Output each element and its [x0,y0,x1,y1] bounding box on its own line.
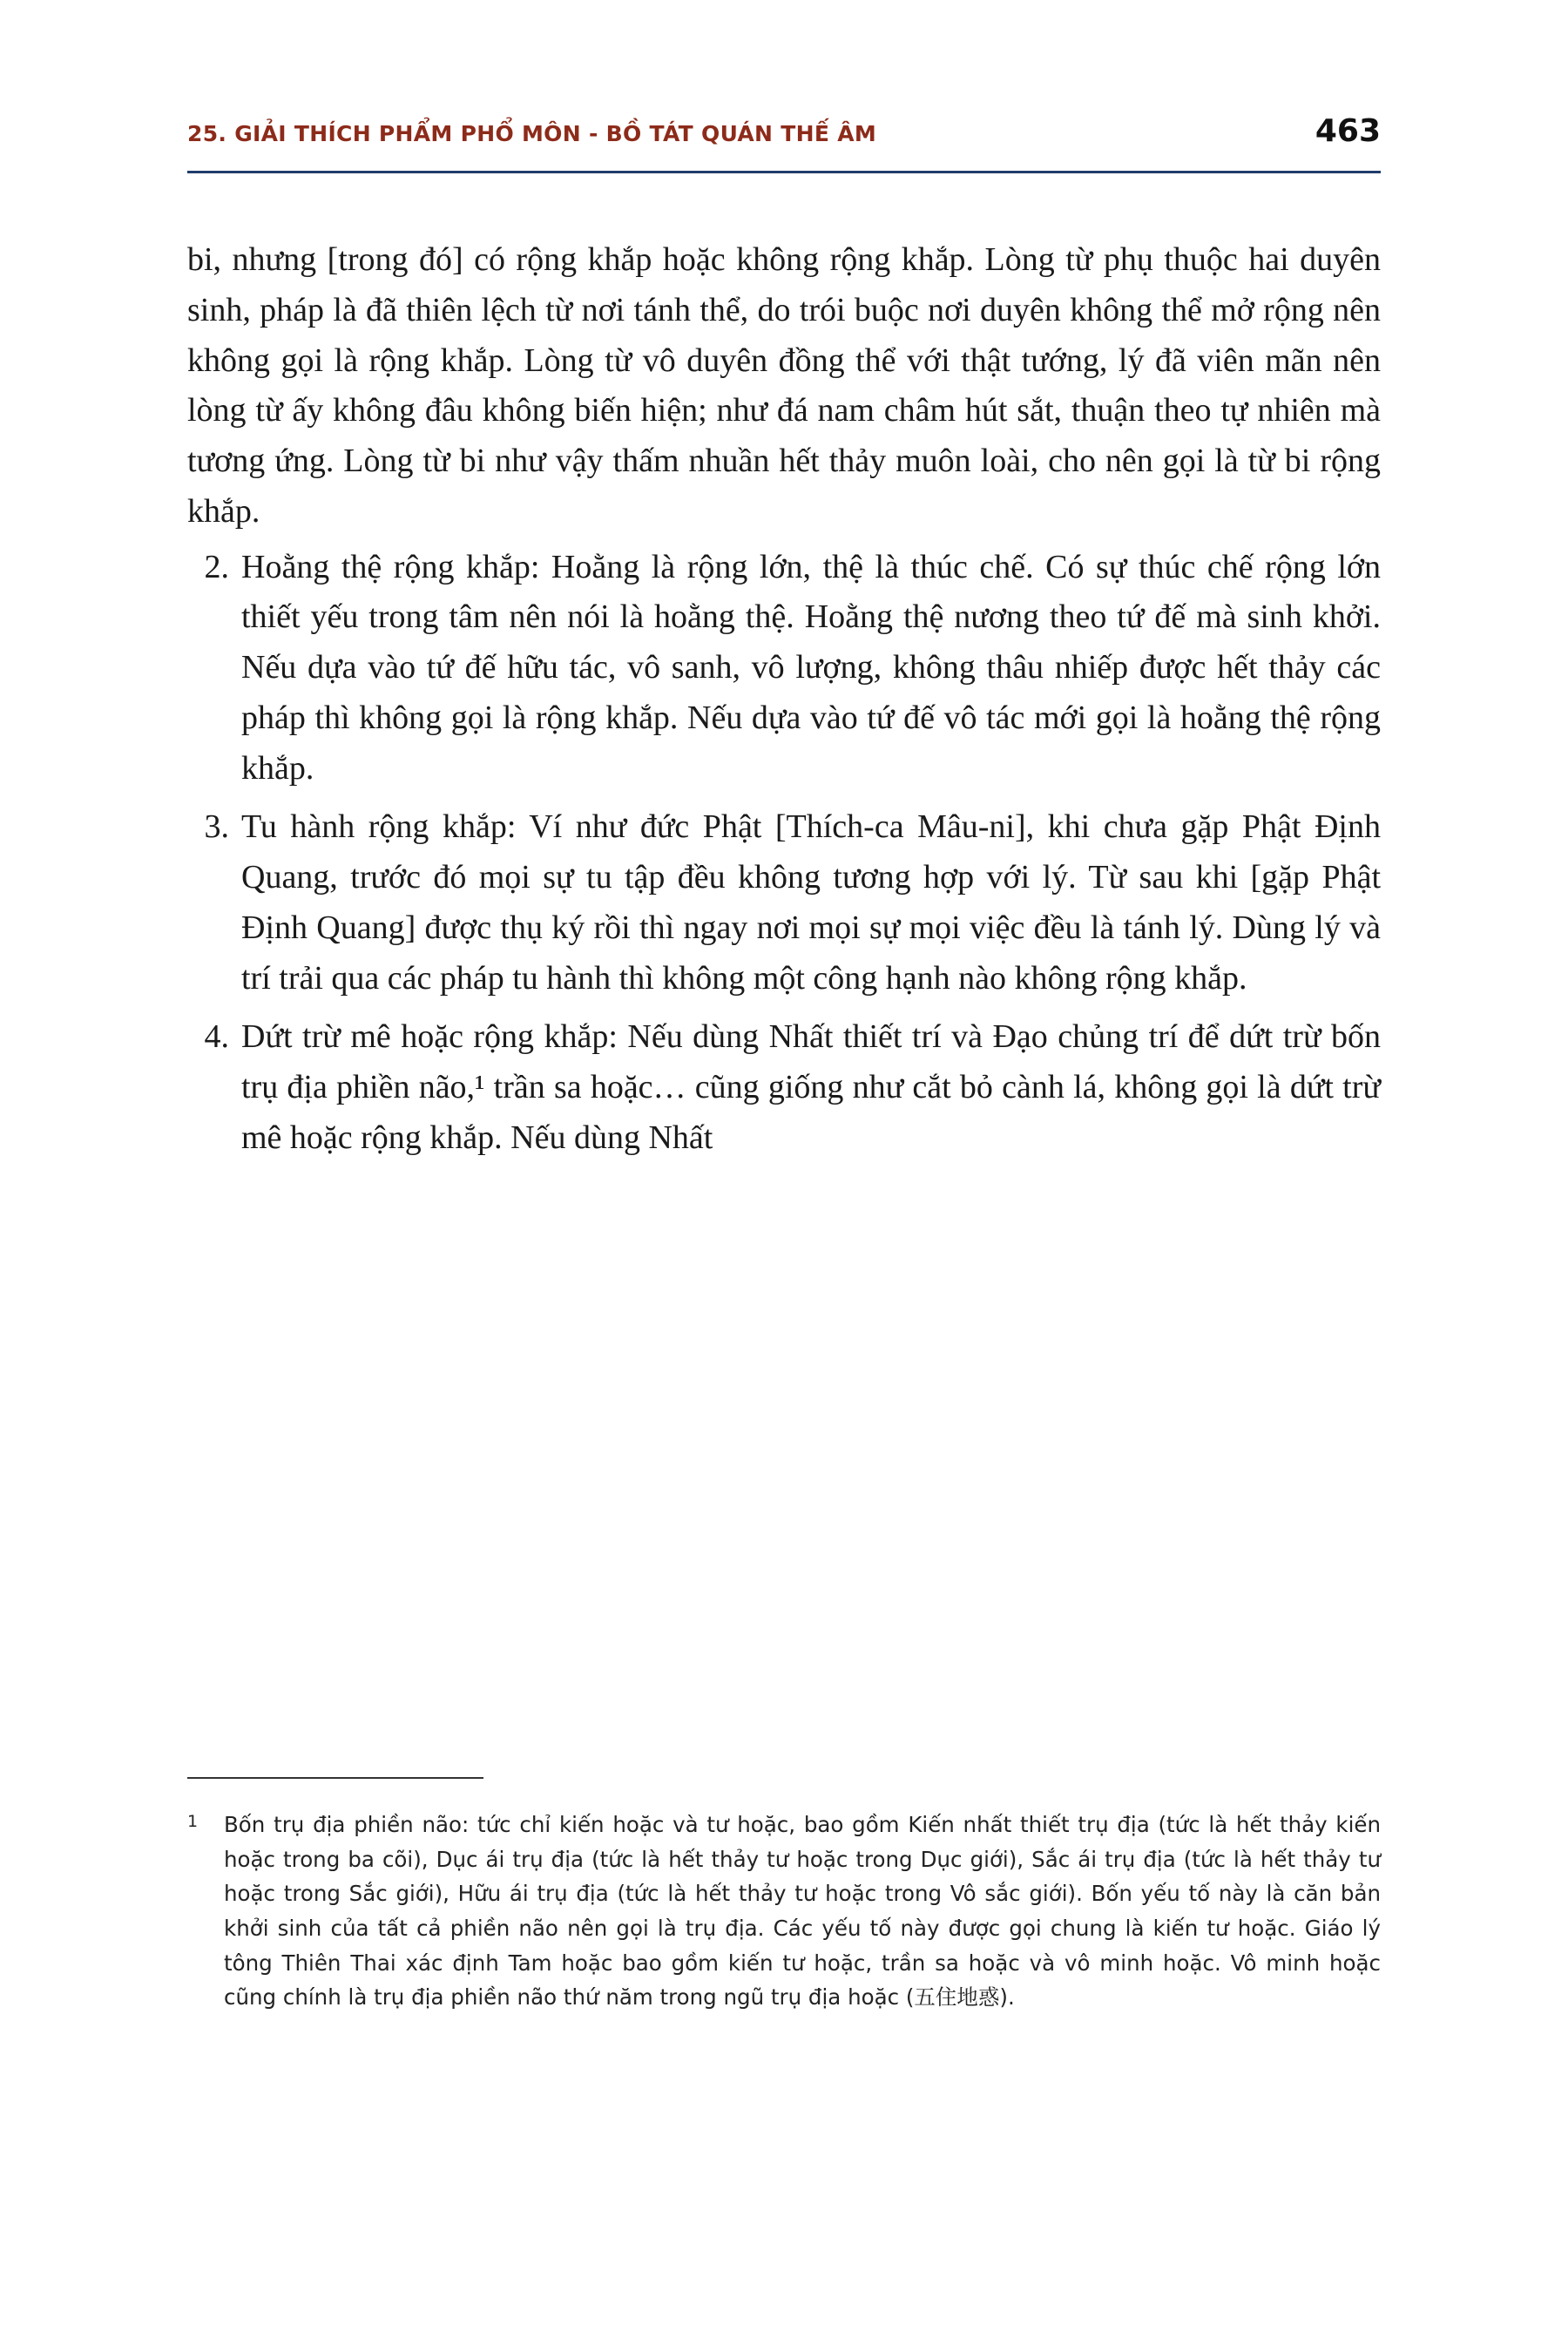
list-item-text: Dứt trừ mê hoặc rộng khắp: Nếu dùng Nhất thiết trí và Đạo chủng trí để dứt trừ bốn trụ địa phiền não,¹ trần sa hoặc… cũng giống như cắt bỏ cành lá, không gọi là dứt trừ mê hoặc rộng khắp. Nếu dùng Nhất [241,1018,1381,1156]
continued-paragraph: bi, nhưng [trong đó] có rộng khắp hoặc không rộng khắp. Lòng từ phụ thuộc hai duyên sinh, pháp là đã thiên lệch từ nơi tánh thể, do trói buộc nơi duyên không thể mở rộng nên không gọi là rộng khắp. Lòng từ vô duyên đồng thể với thật tướng, lý đã viên mãn nên lòng từ ấy không đâu không biến hiện; như đá nam châm hút sắt, thuận theo tự nhiên mà tương ứng. Lòng từ bi như vậy thấm nhuần hết thảy muôn loài, cho nên gọi là từ bi rộng khắp. [187,241,1381,530]
list-item [187,1012,1381,1166]
header-divider [187,171,1381,173]
list-item-text: Hoằng thệ rộng khắp: Hoằng là rộng lớn, thệ là thúc chế. Có sự thúc chế rộng lớn thiết yếu trong tâm nên nói là hoằng thệ. Hoằng thệ nương theo tứ đế mà sinh khởi. Nếu dựa vào tứ đế hữu tác, vô sanh, vô lượng, không thâu nhiếp được hết thảy các pháp thì không gọi là rộng khắp. Nếu dựa vào tứ đế vô tác mới gọi là hoằng thệ rộng khắp. [241,548,1381,787]
list-item [187,802,1381,1007]
page-number: 463 [1315,113,1381,149]
list-item-number: 2. [204,548,229,585]
list-item-text: Tu hành rộng khắp: Ví như đức Phật [Thích-ca Mâu-ni], khi chưa gặp Phật Định Quang, trước đó mọi sự tu tập đều không tương hợp với lý. Từ sau khi [gặp Phật Định Quang] được thụ ký rồi thì ngay nơi mọi sự mọi việc đều là tánh lý. Dùng lý và trí trải qua các pháp tu hành thì không một công hạnh nào không rộng khắp. [241,808,1381,997]
page-body [187,235,1381,1167]
list-item-number: 4. [204,1018,229,1056]
footnote-divider [187,1777,483,1779]
page-header [187,113,1381,149]
list-item-number: 3. [204,808,229,846]
footnote [187,1808,1381,2015]
footnote-text: Bốn trụ địa phiền não: tức chỉ kiến hoặc và tư hoặc, bao gồm Kiến nhất thiết trụ địa (tức là hết thảy kiến hoặc trong ba cõi), Dục ái trụ địa (tức là hết thảy tư hoặc trong Dục giới), Sắc ái trụ địa (tức là hết thảy tư hoặc trong Sắc giới), Hữu ái trụ địa (tức là hết thảy tư hoặc trong Vô sắc giới). Bốn yếu tố này là căn bản khởi sinh của tất cả phiền não nên gọi là trụ địa. Các yếu tố này được gọi chung là kiến tư hoặc. Giáo lý tông Thiên Thai xác định Tam hoặc bao gồm kiến tư hoặc, trần sa hoặc và vô minh hoặc. Vô minh hoặc cũng chính là trụ địa phiền não thứ năm trong ngũ trụ địa hoặc (五住地惑). [224,1812,1381,2011]
list-item [187,543,1381,798]
footnote-marker: 1 [187,1812,199,1831]
running-title: 25. GIẢI THÍCH PHẨM PHỔ MÔN - BỒ TÁT QUÁN THẾ ÂM [187,121,877,146]
